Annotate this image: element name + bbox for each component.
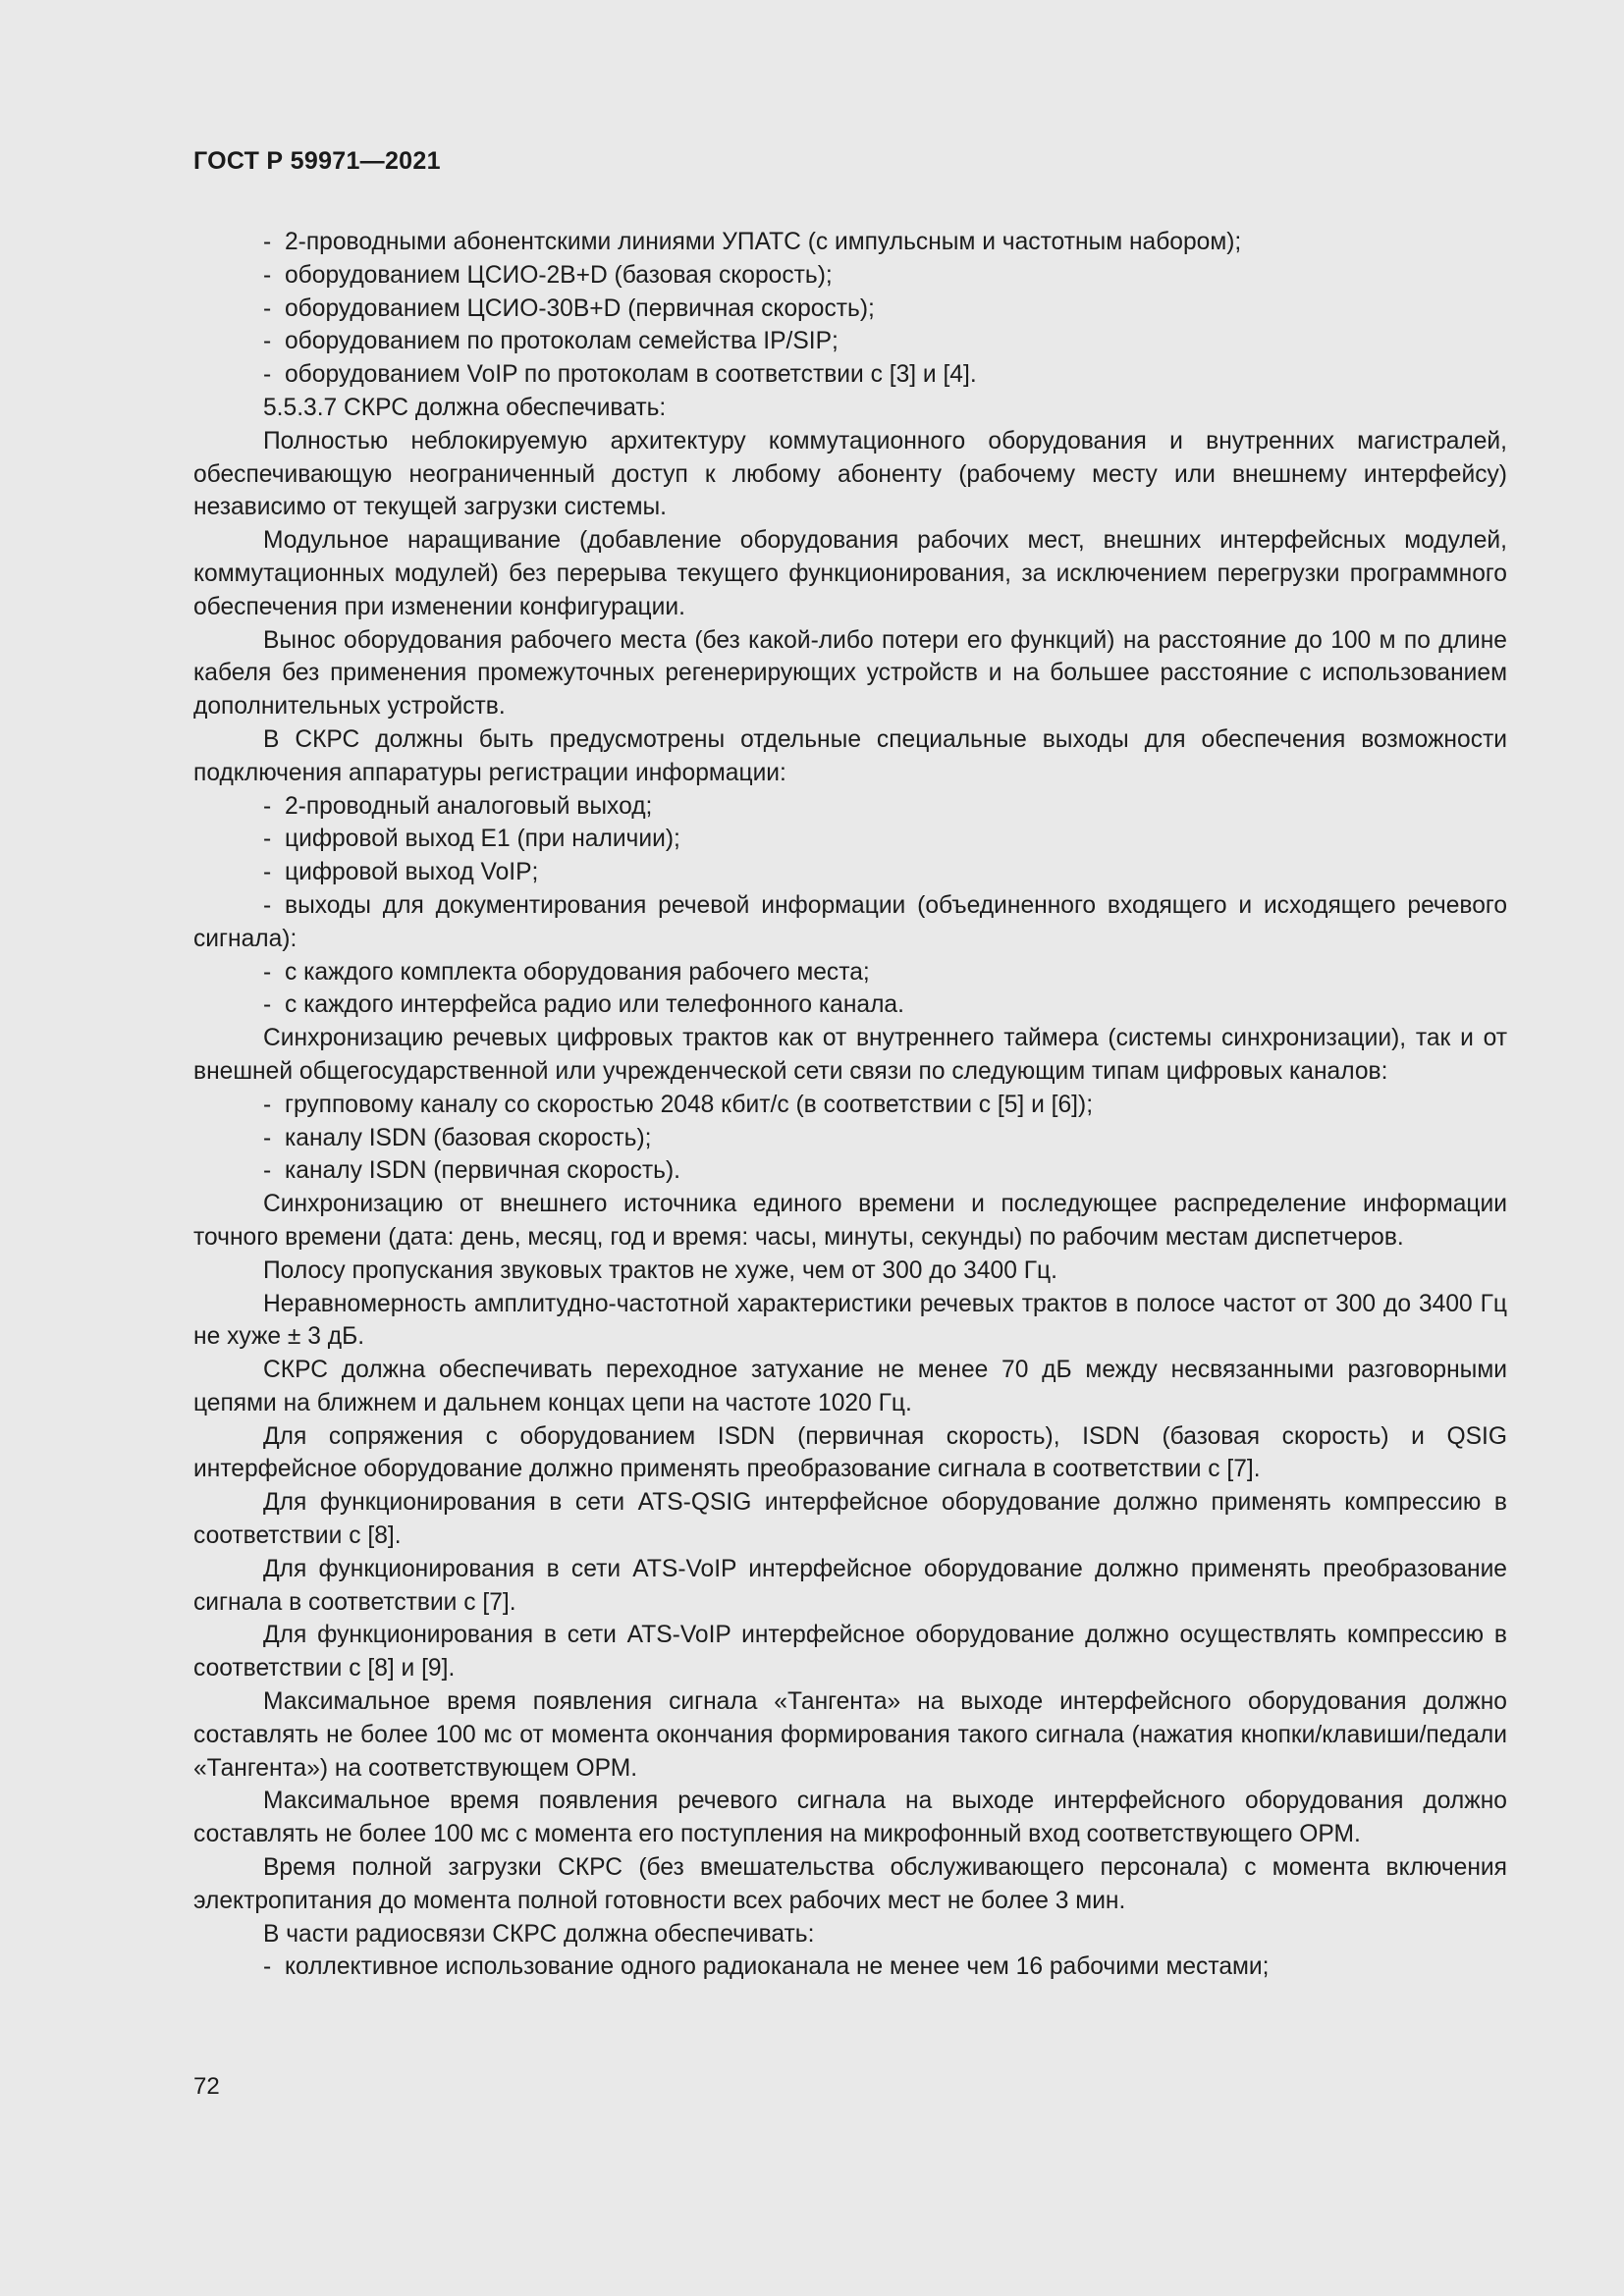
list-dash: - xyxy=(263,958,272,986)
document-body xyxy=(193,226,1507,1984)
list-dash: - xyxy=(263,891,272,919)
list-item-text: коллективное использование одного радиоканала не менее чем 16 рабочими местами; xyxy=(285,1953,1270,1981)
list-item-text: групповому каналу со скоростью 2048 кбит/с (в соответствии с [5] и [6]); xyxy=(285,1091,1094,1118)
list-item-text: 2-проводными абонентскими линиями УПАТС (с импульсным и частотным набором); xyxy=(285,229,1242,255)
paragraph: В части радиосвязи СКРС должна обеспечивать: xyxy=(263,1920,815,1948)
paragraph: СКРС должна обеспечивать переходное затухание не менее 70 дБ между несвязанными разговорными цепями на ближнем и дальнем концах цепи на частоте 1020 Гц. xyxy=(193,1357,1507,1416)
list-item xyxy=(193,856,1507,889)
paragraph: Максимальное время появления сигнала «Тангента» на выходе интерфейсного оборудования должно составлять не более 100 мс от момента окончания формирования такого сигнала (нажатия кнопки/клавиши/педали «Тангента») на соответствующем ОРМ. xyxy=(193,1688,1507,1782)
list-item-text: оборудованием по протоколам семейства IP/SIP; xyxy=(285,328,839,355)
paragraph: Для функционирования в сети ATS-QSIG интерфейсное оборудование должно применять компрессию в соответствии с [8]. xyxy=(193,1489,1507,1550)
list-dash: - xyxy=(263,991,272,1019)
paragraph: Время полной загрузки СКРС (без вмешательства обслуживающего персонала) с момента включения электропитания до момента полной готовности всех рабочих мест не более 3 мин. xyxy=(193,1854,1507,1914)
list-dash: - xyxy=(263,229,272,255)
paragraph: Вынос оборудования рабочего места (без какой-либо потери его функций) на расстояние до 100 м по длине кабеля без применения промежуточных регенерирующих устройств и на большее расстояние с использованием дополнительных устройств. xyxy=(193,626,1507,721)
list-dash: - xyxy=(263,859,272,886)
list-item xyxy=(193,988,1507,1022)
list-item-text: цифровой выход Е1 (при наличии); xyxy=(285,826,680,853)
list-dash: - xyxy=(263,294,272,322)
list-item-text: оборудованием VoIP по протоколам в соответствии с [3] и [4]. xyxy=(285,361,977,389)
list-item-text: цифровой выход VoIP; xyxy=(285,859,539,886)
paragraph: В СКРС должны быть предусмотрены отдельные специальные выходы для обеспечения возможности подключения аппаратуры регистрации информации: xyxy=(193,725,1507,786)
list-item xyxy=(193,358,1507,392)
list-dash: - xyxy=(263,1091,272,1118)
list-item xyxy=(193,226,1507,259)
list-item-text: с каждого комплекта оборудования рабочего места; xyxy=(285,958,870,986)
document-header: ГОСТ Р 59971—2021 xyxy=(193,147,441,175)
paragraph: Полосу пропускания звуковых трактов не хуже, чем от 300 до 3400 Гц. xyxy=(263,1256,1057,1284)
paragraph: Полностью неблокируемую архитектуру коммутационного оборудования и внутренних магистралей, обеспечивающую неограниченный доступ к любому абоненту (рабочему месту или внешнему интерфейсу) независимо от текущей загрузки системы. xyxy=(193,427,1507,521)
list-dash: - xyxy=(263,1953,272,1981)
list-dash: - xyxy=(263,826,272,853)
list-item-text: оборудованием ЦСИО-2B+D (базовая скорость); xyxy=(285,261,833,289)
list-item xyxy=(193,823,1507,856)
paragraph: Максимальное время появления речевого сигнала на выходе интерфейсного оборудования должно составлять не более 100 мс с момента его поступления на микрофонный вход соответствующего ОРМ. xyxy=(193,1788,1507,1848)
list-item xyxy=(193,325,1507,358)
list-item xyxy=(193,889,1507,956)
list-item-text: оборудованием ЦСИО-30B+D (первичная скорость); xyxy=(285,294,875,322)
paragraph: Неравномерность амплитудно-частотной характеристики речевых трактов в полосе частот от 300 до 3400 Гц не хуже ± 3 дБ. xyxy=(193,1290,1507,1351)
list-item xyxy=(193,1089,1507,1122)
list-dash: - xyxy=(263,361,272,389)
paragraph: Для функционирования в сети ATS-VoIP интерфейсное оборудование должно применять преобразование сигнала в соответствии с [7]. xyxy=(193,1555,1507,1616)
paragraph: Для сопряжения с оборудованием ISDN (первичная скорость), ISDN (базовая скорость) и QSIG интерфейсное оборудование должно применять преобразование сигнала в соответствии с [7]. xyxy=(193,1422,1508,1483)
paragraph: Модульное наращивание (добавление оборудования рабочих мест, внешних интерфейсных модулей, коммутационных модулей) без перерыва текущего функционирования, за исключением перегрузки программного обеспечения при изменении конфигурации. xyxy=(193,527,1507,620)
list-dash: - xyxy=(263,261,272,289)
list-item-text: каналу ISDN (первичная скорость). xyxy=(285,1157,680,1185)
paragraph: Для функционирования в сети ATS-VoIP интерфейсное оборудование должно осуществлять компрессию в соответствии с [8] и [9]. xyxy=(193,1622,1507,1682)
list-item-text: с каждого интерфейса радио или телефонного канала. xyxy=(285,991,904,1019)
list-item-text: выходы для документирования речевой информации (объединенного входящего и исходящего речевого сигнала): xyxy=(193,891,1507,952)
list-item-text: 2-проводный аналоговый выход; xyxy=(285,792,653,820)
list-item xyxy=(193,1154,1507,1188)
list-item xyxy=(193,293,1507,326)
list-dash: - xyxy=(263,328,272,355)
paragraph: Синхронизацию речевых цифровых трактов как от внутреннего таймера (системы синхронизации), так и от внешней общегосударственной или учрежденческой сети связи по следующим типам цифровых каналов: xyxy=(193,1025,1507,1085)
list-item xyxy=(193,259,1507,293)
paragraph: Синхронизацию от внешнего источника единого времени и последующее распределение информации точного времени (дата: день, месяц, год и время: часы, минуты, секунды) по рабочим местам диспетчеров. xyxy=(193,1191,1507,1251)
list-dash: - xyxy=(263,792,272,820)
list-dash: - xyxy=(263,1157,272,1185)
list-item xyxy=(193,790,1507,824)
page-number: 72 xyxy=(193,2073,220,2100)
list-item-text: каналу ISDN (базовая скорость); xyxy=(285,1124,652,1151)
list-item xyxy=(193,1122,1507,1155)
list-item xyxy=(193,956,1507,989)
list-item xyxy=(193,1950,1507,1984)
list-dash: - xyxy=(263,1124,272,1151)
section-heading-5-5-3-7: 5.5.3.7 СКРС должна обеспечивать: xyxy=(263,394,667,421)
